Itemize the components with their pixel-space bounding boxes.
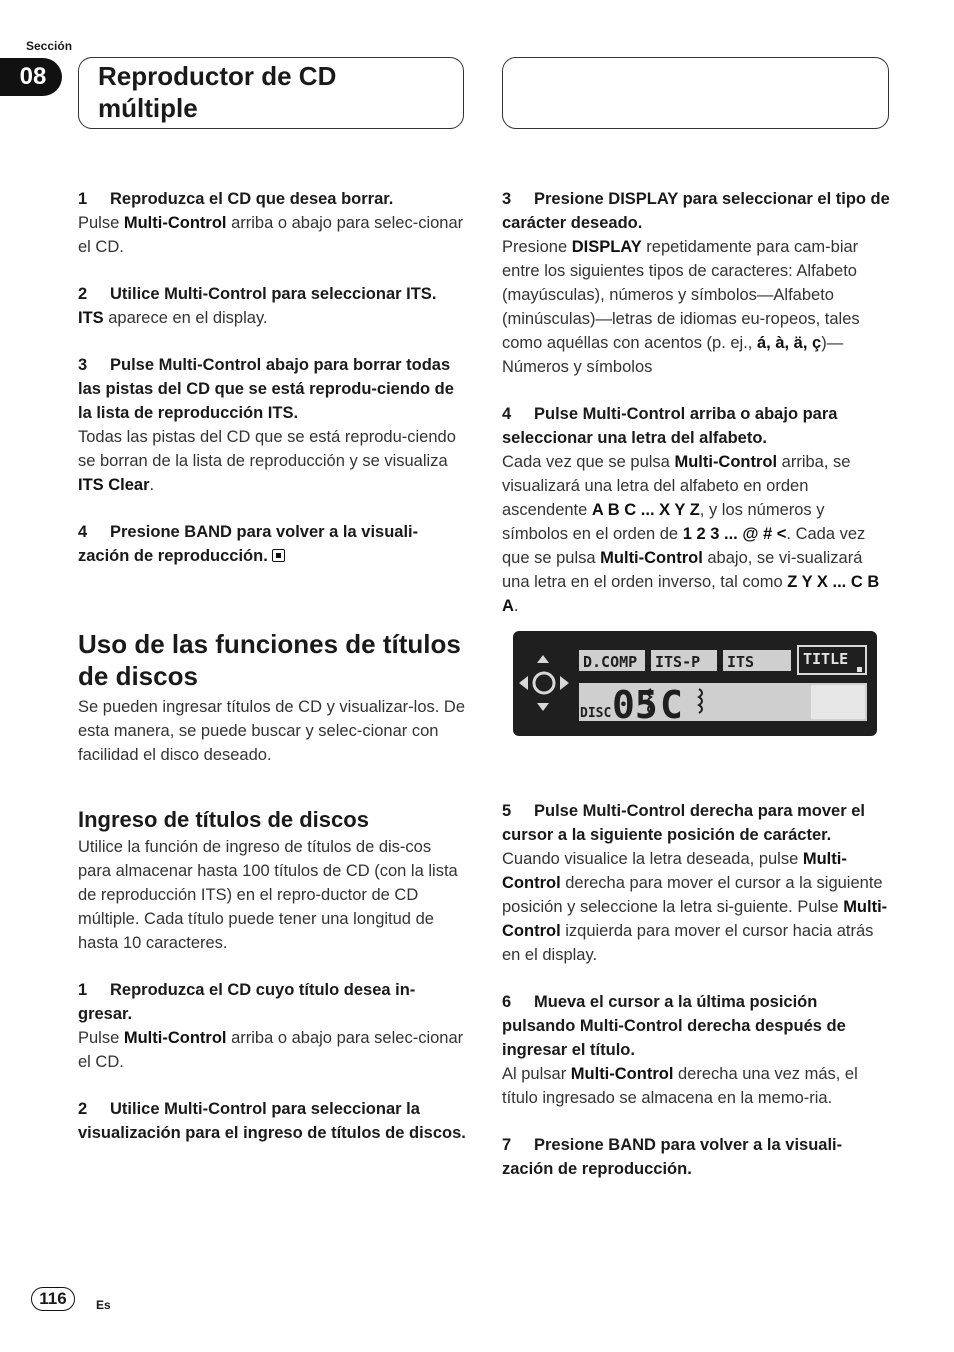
step-text: . (513, 597, 519, 615)
step-number: 3 (78, 356, 88, 374)
step-text: . (149, 476, 155, 494)
step-number: 4 (502, 405, 512, 423)
step-3-erase (78, 353, 466, 497)
tab-its-p: ITS-P (655, 653, 701, 671)
disc-label: DISC (580, 706, 612, 721)
step-text: izquierda para mover el cursor hacia atrás en el display. (502, 922, 874, 964)
end-of-section-icon (272, 549, 285, 562)
language-code: Es (96, 1298, 111, 1312)
step-number: 2 (78, 285, 88, 303)
step-number: 7 (502, 1136, 512, 1154)
step-text: )—Números y símbolos (502, 334, 844, 376)
step-title: Presione BAND para volver a la visuali-zación de reproducción. (502, 1136, 843, 1178)
tab-title: TITLE (803, 650, 849, 668)
step-4-erase (78, 520, 466, 568)
multi-control-direction-icon (519, 655, 569, 711)
blinking-character: C (660, 683, 683, 727)
step-number: 1 (78, 190, 88, 208)
step-keyword: Multi-Control (502, 850, 847, 892)
step-keyword: ITS (78, 309, 104, 327)
step-text: arriba o abajo para selec-cionar el CD. (78, 214, 464, 256)
page-number: 116 (31, 1287, 75, 1311)
step-1-erase (78, 187, 466, 259)
section-label: Sección (26, 39, 73, 53)
step-text: Cada vez que se pulsa (502, 453, 675, 471)
section-intro: Se pueden ingresar títulos de CD y visualizar-los. De esta manera, se puede buscar y selec-cionar con facilidad el disco deseado. (78, 698, 466, 764)
step-keyword: 1 2 3 ... @ # < (682, 525, 787, 543)
step-keyword: DISPLAY (571, 238, 642, 256)
lcd-display-illustration (513, 631, 877, 736)
step-text: abajo, se vi-sualizará una letra en el orden inverso, tal como (502, 549, 863, 591)
tab-dcomp: D.COMP (583, 653, 638, 671)
step-7-return (502, 1133, 892, 1181)
subsection-heading: Ingreso de títulos de discos (78, 807, 369, 832)
step-number: 1 (78, 981, 88, 999)
step-keyword: A B C ... X Y Z (591, 501, 700, 519)
step-text: arriba, se visualizará una letra del alfabeto en orden ascendente (502, 453, 851, 519)
chapter-title-line1: Reproductor de CD (98, 61, 337, 91)
step-number: 2 (78, 1100, 88, 1118)
step-keyword: Z Y X ... C B A (502, 573, 880, 615)
step-text: Pulse (78, 214, 124, 232)
step-text: Cuando visualice la letra deseada, pulse (502, 850, 803, 868)
step-title: Pulse Multi-Control arriba o abajo para seleccionar una letra del alfabeto. (502, 405, 838, 447)
step-title: Utilice Multi-Control para seleccionar ITS. (110, 285, 437, 303)
step-keyword: Multi-Control (600, 549, 703, 567)
step-keyword: Multi-Control (674, 453, 778, 471)
section-heading: Uso de las funciones de títulos de discos (78, 629, 461, 691)
step-text: arriba o abajo para selec-cionar el CD. (78, 1029, 464, 1071)
step-2-erase (78, 282, 466, 330)
step-title: Mueva el cursor a la última posición pulsando Multi-Control derecha después de ingresar el título. (502, 993, 846, 1059)
step-keyword: Multi-Control (570, 1065, 674, 1083)
step-number: 5 (502, 802, 512, 820)
display-tabs (579, 645, 867, 675)
step-title: Presione DISPLAY para seleccionar el tipo de carácter deseado. (502, 190, 890, 232)
step-number: 4 (78, 523, 88, 541)
step-text: aparece en el display. (103, 309, 268, 327)
step-text: derecha una vez más, el título ingresado se almacena en la memo-ria. (502, 1065, 858, 1107)
step-text: Al pulsar (502, 1065, 571, 1083)
step-text: Pulse (78, 1029, 124, 1047)
step-5-cursor (502, 799, 892, 967)
cursor-block (811, 685, 865, 719)
chapter-title-line2: múltiple (98, 93, 198, 123)
section-number-tab: 08 (0, 58, 62, 96)
lcd-display-svg (513, 631, 877, 736)
tab-its: ITS (727, 653, 755, 671)
subsection-intro: Utilice la función de ingreso de títulos de dis-cos para almacenar hasta 100 títulos de CD (con la lista de reproducción ITS) en el repro-ductor de CD múltiple. Cada título puede tener una longitud de hasta 10 caracteres. (78, 838, 458, 952)
step-text: Todas las pistas del CD que se está reprodu-ciendo se borran de la lista de reproducción y se visualiza (78, 428, 456, 470)
step-number: 3 (502, 190, 512, 208)
step-2-title (78, 1097, 466, 1145)
step-title: Presione BAND para volver a la visuali-zación de reproducción. (78, 523, 419, 565)
step-keyword: ITS Clear (78, 476, 150, 494)
left-column (78, 187, 466, 1168)
step-3-display (502, 187, 892, 379)
step-1-title (78, 978, 466, 1074)
step-text: Presione (502, 238, 572, 256)
step-text: , y los números y símbolos en el orden de (502, 501, 825, 543)
step-title: Utilice Multi-Control para seleccionar la visualización para el ingreso de títulos de discos. (78, 1100, 466, 1142)
step-keyword: Multi-Control (123, 1029, 227, 1047)
disc-number: 05 (612, 683, 658, 727)
empty-header-box (502, 57, 889, 129)
step-text: . Cada vez que se pulsa (502, 525, 866, 567)
step-keyword: Multi-Control (502, 898, 888, 940)
step-text: repetidamente para cam-biar entre los siguientes tipos de caracteres: Alfabeto (mayúsculas), números y símbolos—Alfabeto (minúsculas)—letras de idiomas eu-ropeos, tales como aquéllas con acentos (p. ej., (502, 238, 860, 352)
step-keyword: Multi-Control (123, 214, 227, 232)
step-title: Reproduzca el CD que desea borrar. (110, 190, 394, 208)
chapter-title-box (78, 57, 464, 129)
step-title: Pulse Multi-Control derecha para mover el cursor a la siguiente posición de carácter. (502, 802, 865, 844)
step-title: Pulse Multi-Control abajo para borrar todas las pistas del CD que se está reprodu-ciendo de la lista de reproducción ITS. (78, 356, 454, 422)
step-4-letter (502, 402, 892, 618)
step-text: derecha para mover el cursor a la siguiente posición y seleccione la letra si-guiente. Pulse (502, 874, 883, 916)
step-6-store (502, 990, 892, 1110)
step-keyword: á, à, ä, ç (756, 334, 822, 352)
step-number: 6 (502, 993, 512, 1011)
step-title: Reproduzca el CD cuyo título desea in-gresar. (78, 981, 416, 1023)
